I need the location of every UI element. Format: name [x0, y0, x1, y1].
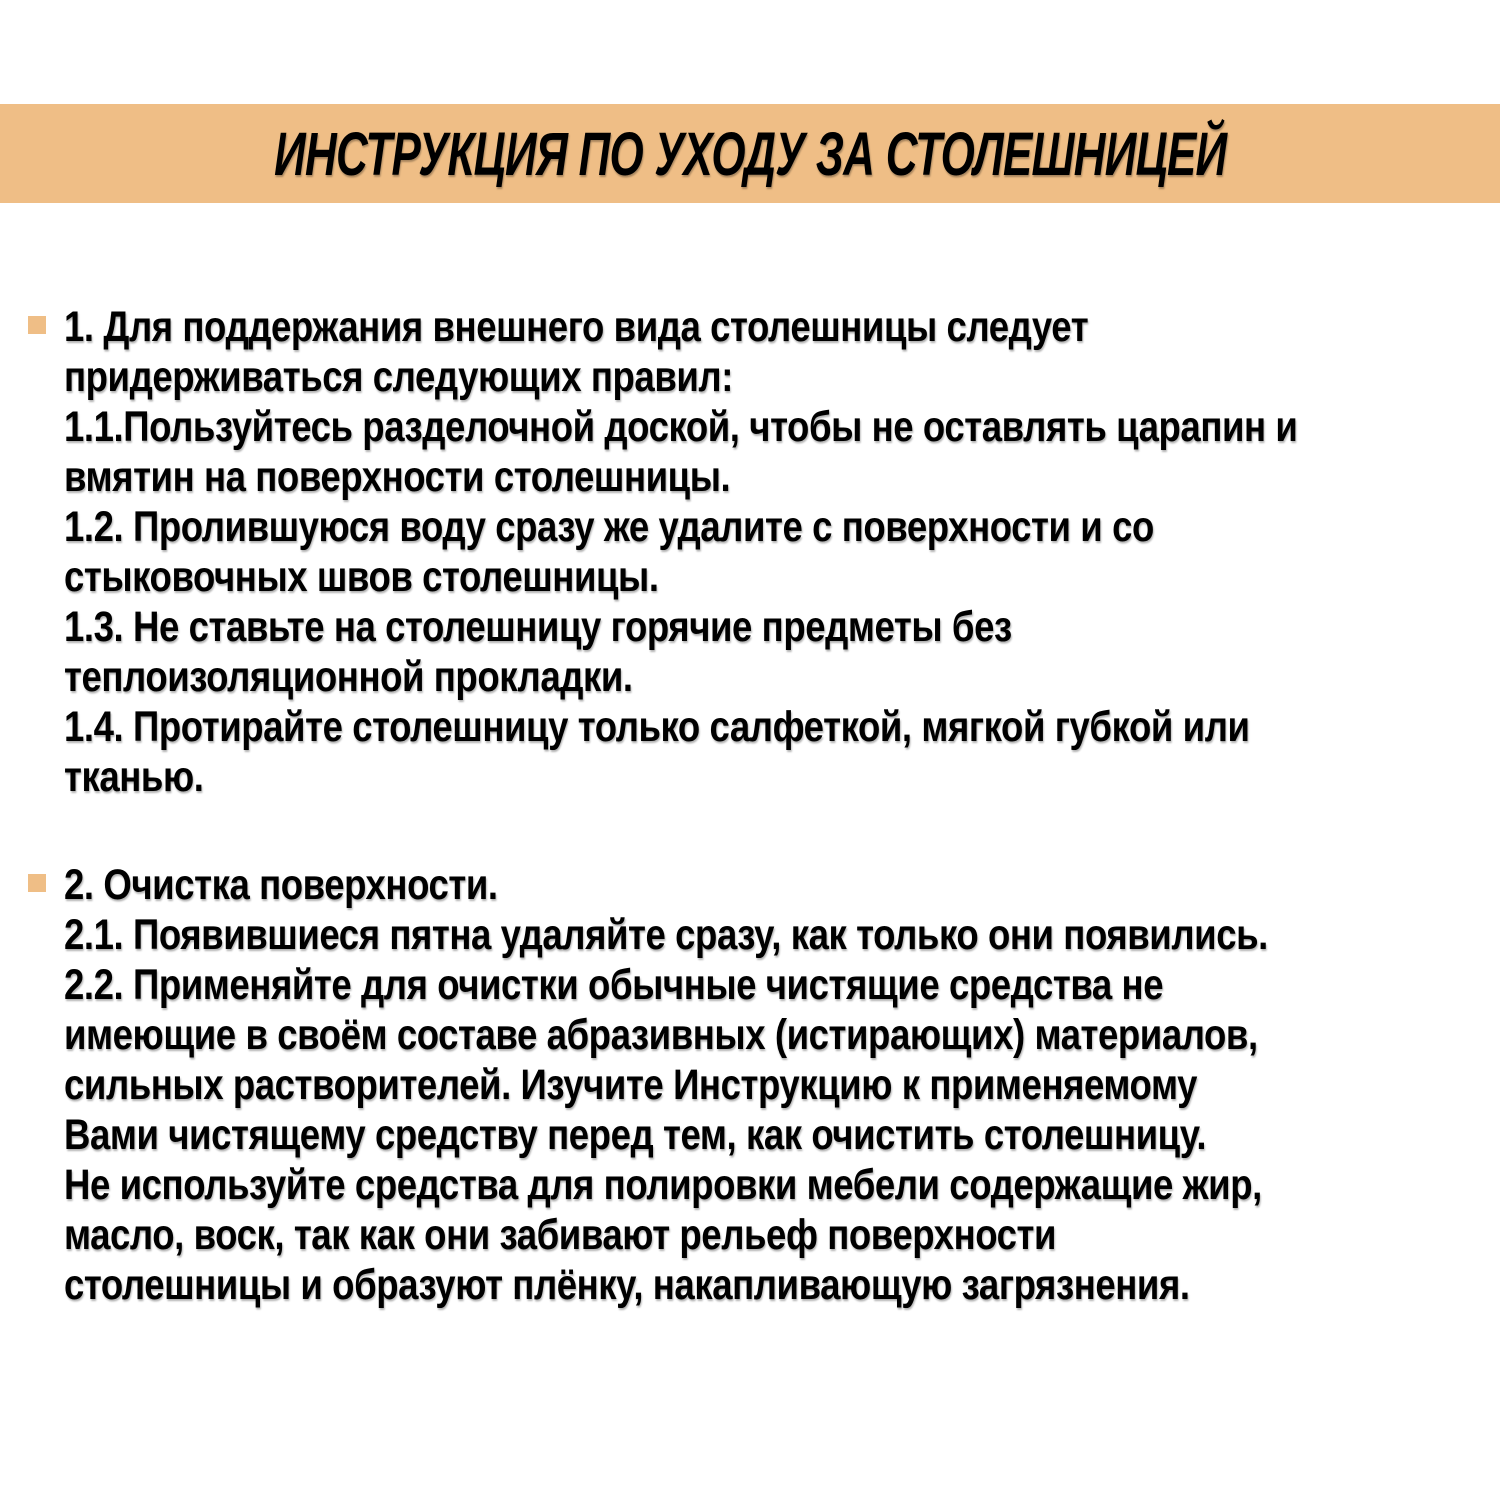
- text-line: Не используйте средства для полировки мебели содержащие жир,: [64, 1161, 1262, 1209]
- text-line: 1.1.Пользуйтесь разделочной доской, чтобы не оставлять царапин и: [64, 403, 1298, 451]
- text-line: теплоизоляционной прокладки.: [64, 653, 633, 701]
- text-line: тканью.: [64, 753, 204, 801]
- bullet-square-icon: [28, 316, 46, 334]
- section-lines: [64, 302, 1460, 802]
- text-line: Вами чистящему средству перед тем, как очистить столешницу.: [64, 1111, 1207, 1159]
- text-line: вмятин на поверхности столешницы.: [64, 453, 731, 501]
- title-band: [0, 104, 1500, 203]
- text-line: имеющие в своём составе абразивных (истирающих) материалов,: [64, 1011, 1258, 1059]
- text-line: 1.4. Протирайте столешницу только салфеткой, мягкой губкой или: [64, 703, 1250, 751]
- text-line: 2. Очистка поверхности.: [64, 861, 498, 909]
- text-line: 2.2. Применяйте для очистки обычные чистящие средства не: [64, 961, 1164, 1009]
- text-line: масло, воск, так как они забивают рельеф поверхности: [64, 1211, 1057, 1259]
- text-line: 1.2. Пролившуюся воду сразу же удалите с поверхности и со: [64, 503, 1154, 551]
- section-lines: [64, 860, 1460, 1310]
- text-line: сильных растворителей. Изучите Инструкцию к применяемому: [64, 1061, 1198, 1109]
- text-line: придерживаться следующих правил:: [64, 353, 733, 401]
- section-cleaning: [64, 860, 1460, 1310]
- page-title: ИНСТРУКЦИЯ ПО УХОДУ ЗА СТОЛЕШНИЦЕЙ: [273, 119, 1227, 188]
- section-rules: [64, 302, 1460, 802]
- text-line: 1. Для поддержания внешнего вида столешницы следует: [64, 303, 1089, 351]
- bullet-square-icon: [28, 874, 46, 892]
- text-line: стыковочных швов столешницы.: [64, 553, 659, 601]
- text-line: 1.3. Не ставьте на столешницу горячие предметы без: [64, 603, 1012, 651]
- text-line: 2.1. Появившиеся пятна удаляйте сразу, как только они появились.: [64, 911, 1268, 959]
- text-line: столешницы и образуют плёнку, накапливающую загрязнения.: [64, 1261, 1190, 1309]
